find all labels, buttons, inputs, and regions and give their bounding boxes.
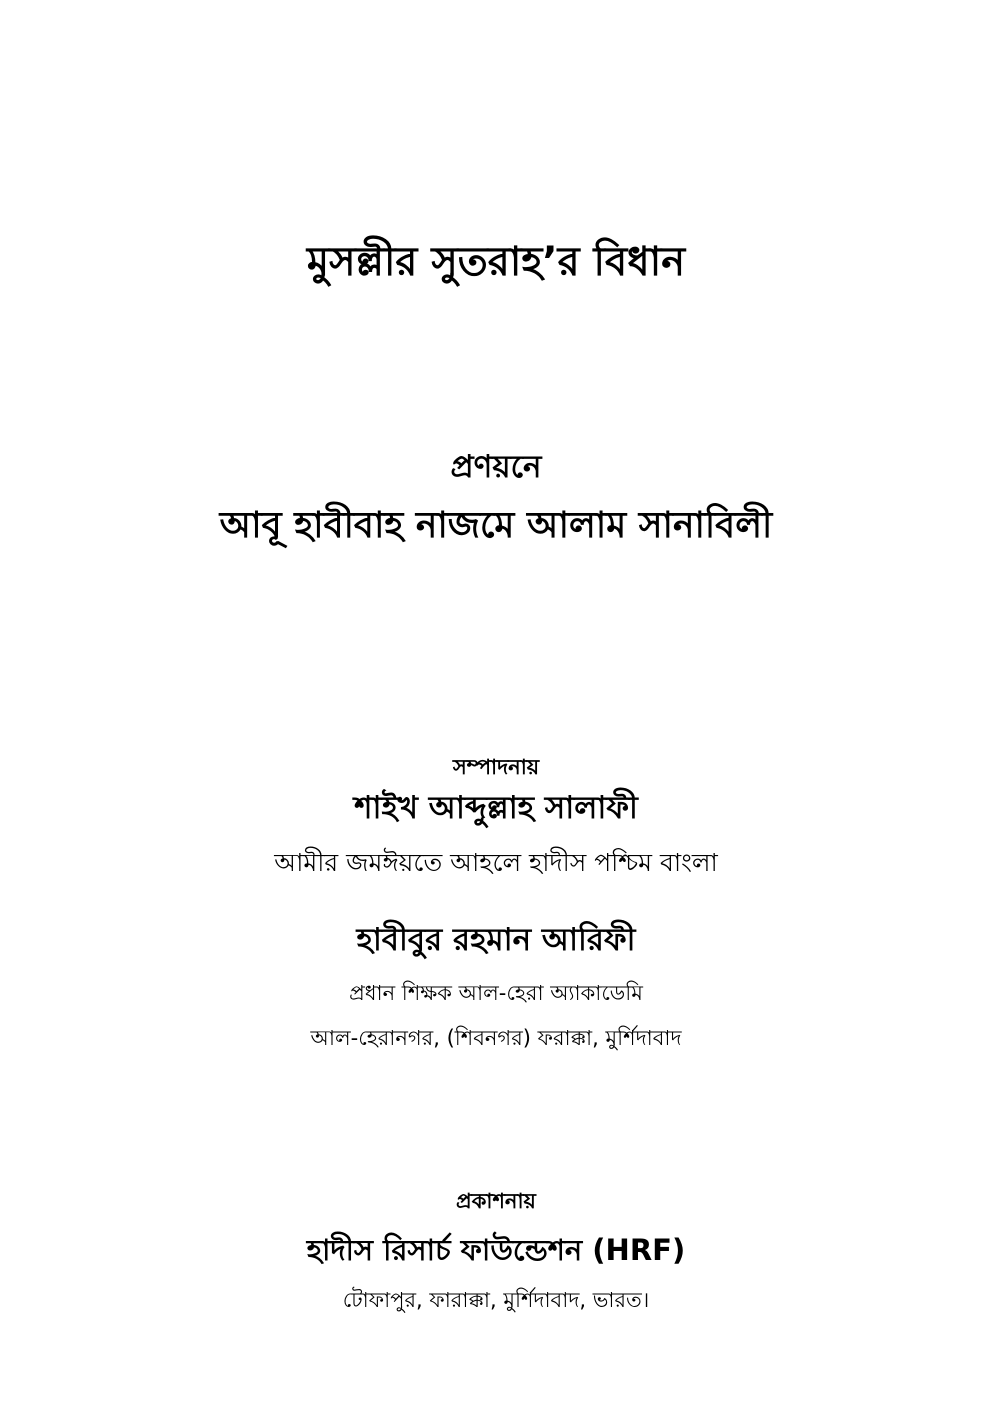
publisher-name: হাদীস রিসার্চ ফাউন্ডেশন (HRF) (306, 1233, 686, 1267)
editor-name: হাবীবুর রহমান আরিফী (356, 922, 636, 958)
author-label: প্রণয়নে (450, 449, 542, 485)
editor-name: শাইখ আব্দুল্লাহ সালাফী (354, 790, 638, 826)
book-title: মুসল্লীর সুতরাহ’র বিধান (306, 239, 686, 285)
editor-title: আমীর জমঈয়তে আহলে হাদীস পশ্চিম বাংলা (274, 848, 718, 877)
editor-address: আল-হেরানগর, (শিবনগর) ফরাক্কা, মুর্শিদাবাদ (310, 1026, 682, 1050)
author-name: আবূ হাবীবাহ নাজমে আলাম সানাবিলী (219, 505, 773, 546)
publisher-address: টোফাপুর, ফারাক্কা, মুর্শিদাবাদ, ভারত। (342, 1288, 650, 1312)
editing-label: সম্পাদনায় (452, 755, 540, 779)
publishing-label: প্রকাশনায় (456, 1189, 536, 1213)
editor-title: প্রধান শিক্ষক আল-হেরা অ্যাকাডেমি (349, 981, 643, 1005)
